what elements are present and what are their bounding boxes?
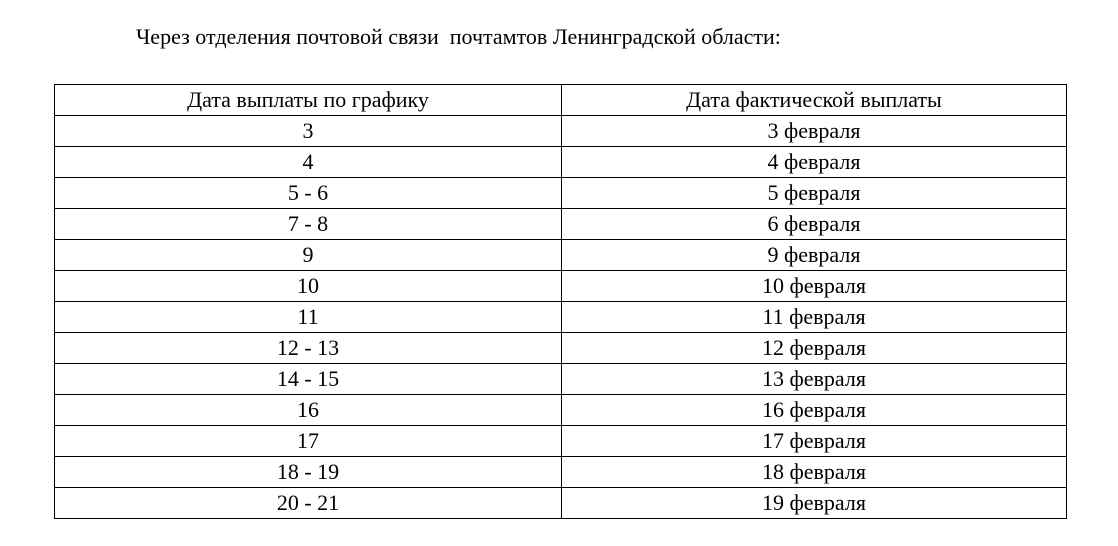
payment-schedule-table	[54, 84, 1067, 519]
table-row	[55, 147, 1067, 178]
actual-date-cell: 10 февраля	[562, 271, 1067, 302]
scheduled-date-cell: 14 - 15	[55, 364, 562, 395]
scheduled-date-cell: 18 - 19	[55, 457, 562, 488]
actual-date-cell: 13 февраля	[562, 364, 1067, 395]
actual-date-cell: 19 февраля	[562, 488, 1067, 519]
table-row	[55, 178, 1067, 209]
scheduled-date-cell: 3	[55, 116, 562, 147]
document-title: Через отделения почтовой связи почтамтов Ленинградской области:	[136, 24, 781, 49]
actual-date-cell: 3 февраля	[562, 116, 1067, 147]
table-row	[55, 240, 1067, 271]
table-row	[55, 395, 1067, 426]
scheduled-date-cell: 11	[55, 302, 562, 333]
column-header-actual-date: Дата фактической выплаты	[562, 85, 1067, 116]
actual-date-cell: 16 февраля	[562, 395, 1067, 426]
table-header-row	[55, 85, 1067, 116]
actual-date-cell: 5 февраля	[562, 178, 1067, 209]
actual-date-cell: 18 февраля	[562, 457, 1067, 488]
table-row	[55, 426, 1067, 457]
scheduled-date-cell: 20 - 21	[55, 488, 562, 519]
scheduled-date-cell: 17	[55, 426, 562, 457]
scheduled-date-cell: 5 - 6	[55, 178, 562, 209]
actual-date-cell: 9 февраля	[562, 240, 1067, 271]
scheduled-date-cell: 7 - 8	[55, 209, 562, 240]
table-row	[55, 333, 1067, 364]
actual-date-cell: 17 февраля	[562, 426, 1067, 457]
table-row	[55, 116, 1067, 147]
scheduled-date-cell: 9	[55, 240, 562, 271]
actual-date-cell: 6 февраля	[562, 209, 1067, 240]
table-row	[55, 488, 1067, 519]
table-row	[55, 364, 1067, 395]
actual-date-cell: 4 февраля	[562, 147, 1067, 178]
table-row	[55, 209, 1067, 240]
table-row	[55, 302, 1067, 333]
table-row	[55, 457, 1067, 488]
scheduled-date-cell: 12 - 13	[55, 333, 562, 364]
actual-date-cell: 11 февраля	[562, 302, 1067, 333]
actual-date-cell: 12 февраля	[562, 333, 1067, 364]
table-row	[55, 271, 1067, 302]
scheduled-date-cell: 10	[55, 271, 562, 302]
scheduled-date-cell: 16	[55, 395, 562, 426]
scheduled-date-cell: 4	[55, 147, 562, 178]
column-header-scheduled-date: Дата выплаты по графику	[55, 85, 562, 116]
